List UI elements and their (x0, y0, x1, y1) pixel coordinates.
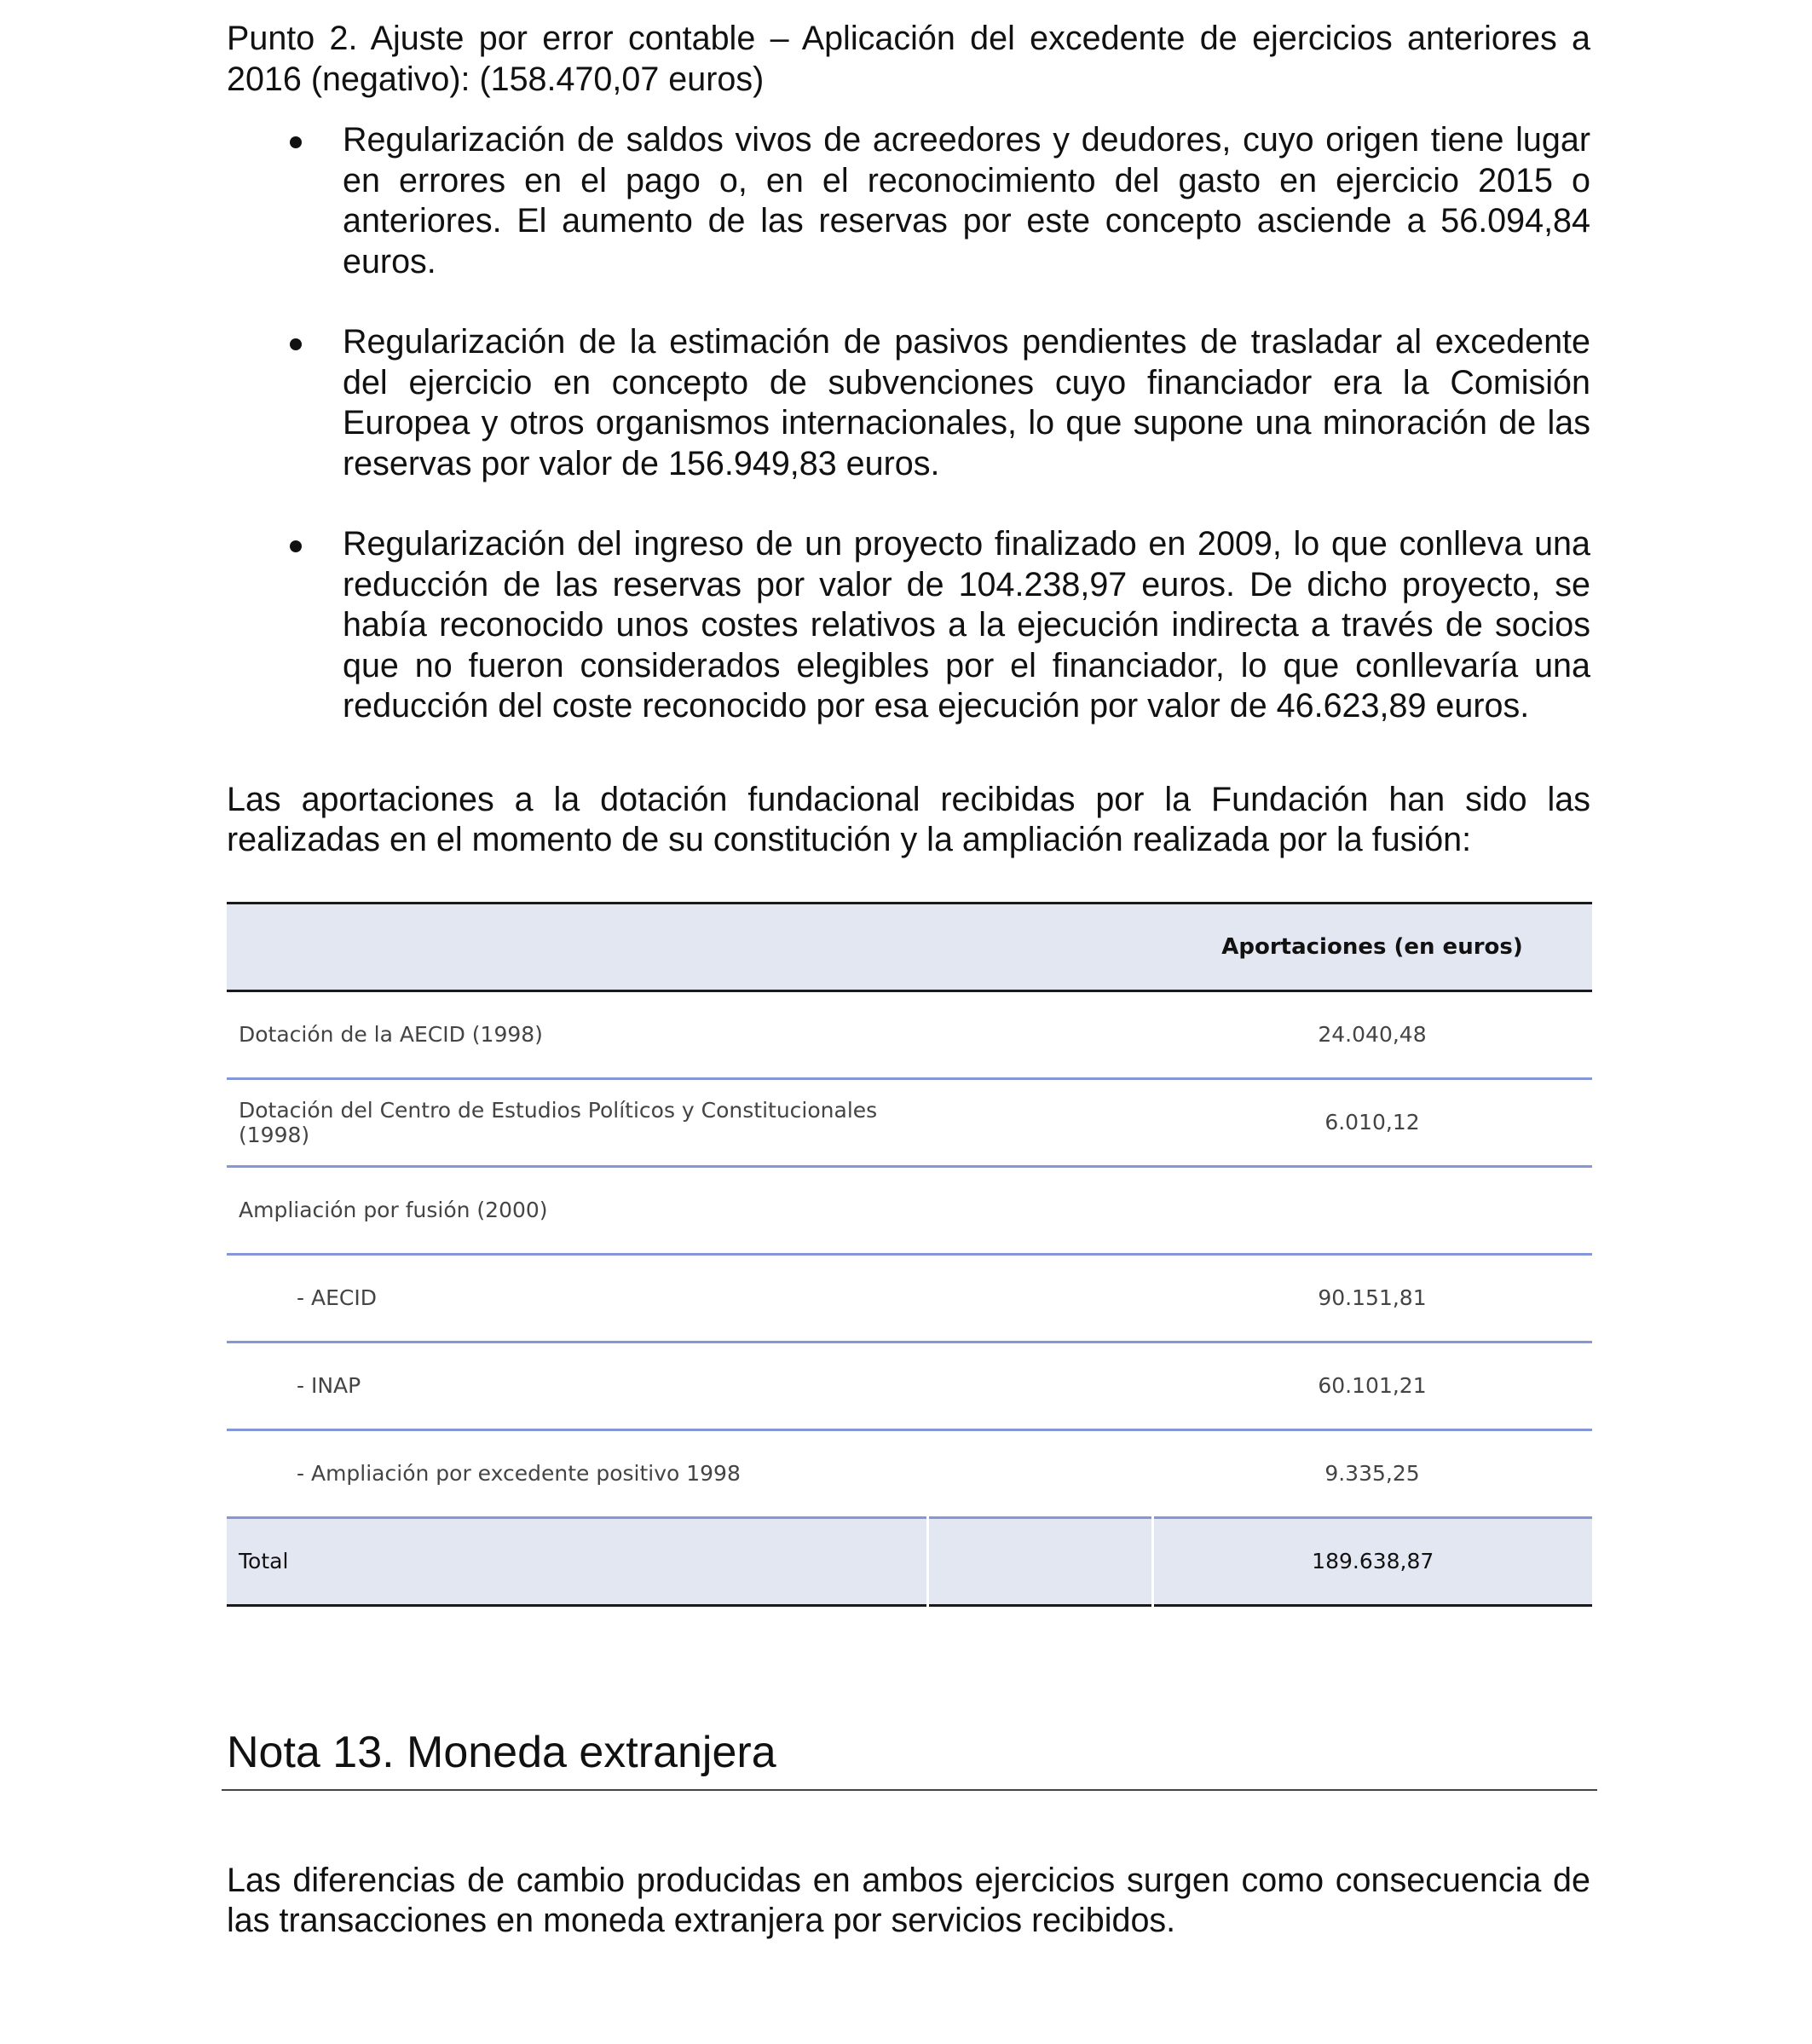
note-13-heading: Nota 13. Moneda extranjera (222, 1726, 1597, 1791)
list-item (227, 322, 1590, 484)
row-empty-cell (927, 990, 1152, 1078)
row-amount: 9.335,25 (1324, 1461, 1420, 1486)
row-label: - Ampliación por excedente positivo 1998 (297, 1461, 741, 1486)
row-amount: 90.151,81 (1318, 1285, 1427, 1310)
note-13-paragraph: Las diferencias de cambio producidas en ambos ejercicios surgen como consecuencia de las transacciones en moneda extranjera por servicios recibidos. (227, 1861, 1590, 1939)
bullet-dot-icon (290, 540, 302, 552)
header-empty-cell (227, 903, 927, 990)
total-label: Total (239, 1549, 289, 1573)
table-header-row (227, 903, 1592, 990)
aportaciones-paragraph: Las aportaciones a la dotación fundacional recibidas por la Fundación han sido las realizadas en el momento de su constitución y la ampliación realizada por la fusión: (227, 780, 1590, 858)
row-label: Dotación del Centro de Estudios Políticos y Constitucionales (1998) (239, 1097, 878, 1147)
total-empty-cell (927, 1517, 1152, 1605)
list-item-text: Regularización de la estimación de pasivos pendientes de trasladar al excedente del ejercicio en concepto de subvenciones cuyo financiador era la Comisión Europea y otros organismos internacionales, lo que supone una minoración de las reservas por valor de 156.949,83 euros. (343, 323, 1590, 482)
document-page (227, 19, 1590, 1942)
row-label: Dotación de la AECID (1998) (239, 1022, 543, 1047)
row-amount: 6.010,12 (1324, 1110, 1420, 1135)
row-empty-cell (927, 1078, 1152, 1166)
row-amount (1152, 1166, 1592, 1254)
aportaciones-table (227, 902, 1592, 1607)
table-row (227, 990, 1592, 1078)
header-empty-cell (927, 903, 1152, 990)
row-empty-cell (927, 1254, 1152, 1342)
bullet-dot-icon (290, 136, 302, 148)
row-empty-cell (927, 1429, 1152, 1517)
list-item-text: Regularización del ingreso de un proyecto finalizado en 2009, lo que conlleva una reducción de las reservas por valor de 104.238,97 euros. De dicho proyecto, se había reconocido unos costes relativos a la ejecución indirecta a través de socios que no fueron considerados elegibles por el financiador, lo que conllevaría una reducción del coste reconocido por esa ejecución por valor de 46.623,89 euros. (343, 525, 1590, 725)
table-total-row (227, 1517, 1592, 1605)
punto-2-intro: Punto 2. Ajuste por error contable – Aplicación del excedente de ejercicios anteriores a 2016 (negativo): (158.470,07 euros) (227, 20, 1590, 98)
table-row (227, 1078, 1592, 1166)
table-row (227, 1429, 1592, 1517)
bullet-dot-icon (290, 338, 302, 350)
row-amount: 24.040,48 (1318, 1022, 1427, 1047)
row-empty-cell (927, 1342, 1152, 1429)
row-label: Ampliación por fusión (2000) (239, 1198, 548, 1222)
row-label: - INAP (297, 1373, 361, 1398)
table-row (227, 1166, 1592, 1254)
list-item (227, 120, 1590, 282)
row-label: - AECID (297, 1285, 377, 1310)
row-amount: 60.101,21 (1318, 1373, 1427, 1398)
row-empty-cell (927, 1166, 1152, 1254)
header-aportaciones: Aportaciones (en euros) (1221, 933, 1523, 960)
list-item (227, 524, 1590, 727)
adjustment-list (227, 120, 1590, 727)
table-row (227, 1254, 1592, 1342)
list-item-text: Regularización de saldos vivos de acreedores y deudores, cuyo origen tiene lugar en errores en el pago o, en el reconocimiento del gasto en ejercicio 2015 o anteriores. El aumento de las reservas por este concepto asciende a 56.094,84 euros. (343, 121, 1590, 280)
table-row (227, 1342, 1592, 1429)
total-amount: 189.638,87 (1152, 1517, 1592, 1605)
